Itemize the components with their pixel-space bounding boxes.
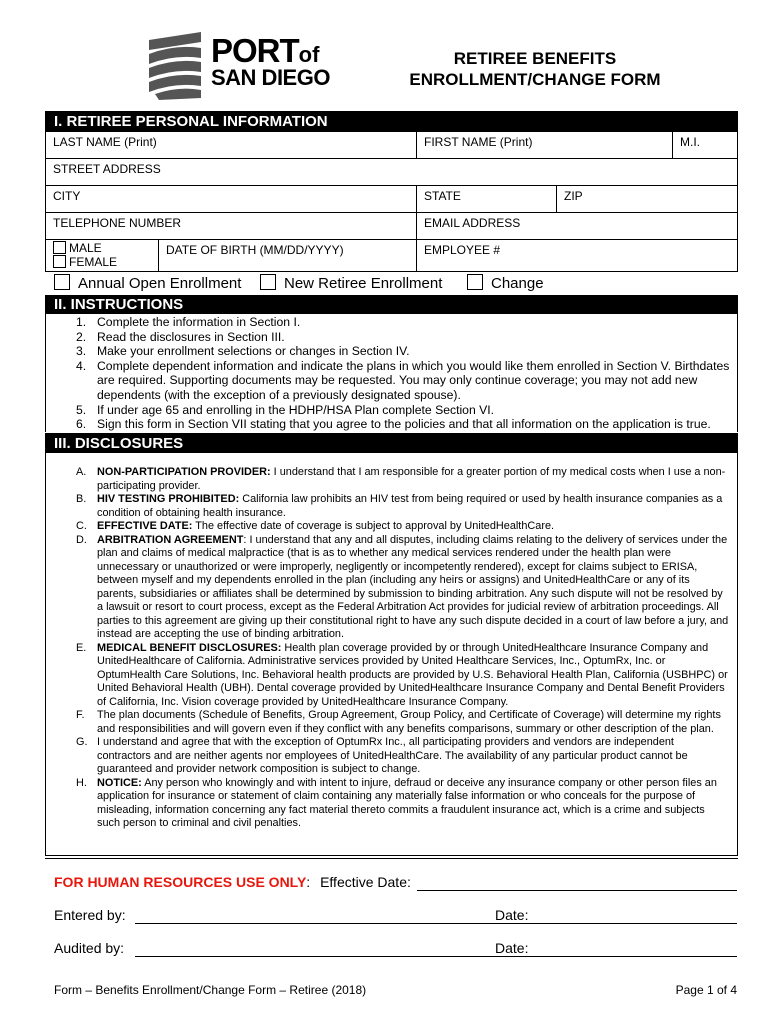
change-label: Change bbox=[491, 275, 544, 292]
male-option[interactable] bbox=[53, 241, 151, 255]
audited-by-label: Audited by: bbox=[54, 940, 125, 956]
male-checkbox[interactable] bbox=[53, 241, 66, 254]
list-item: 2. Read the disclosures in Section III. bbox=[76, 329, 285, 344]
form-title-line1: RETIREE BENEFITS bbox=[453, 49, 617, 68]
zip-field[interactable] bbox=[556, 186, 737, 212]
audited-date-field[interactable] bbox=[495, 956, 737, 957]
email-label: EMAIL ADDRESS bbox=[424, 216, 521, 230]
new-retiree-enrollment-checkbox[interactable] bbox=[260, 274, 276, 290]
audited-date-label: Date: bbox=[495, 940, 529, 956]
logo-wave-icon bbox=[145, 30, 205, 100]
audited-by-field[interactable] bbox=[135, 956, 495, 957]
middle-initial-label: M.I. bbox=[680, 135, 700, 149]
annual-open-enrollment-checkbox[interactable] bbox=[54, 274, 70, 290]
telephone-label: TELEPHONE NUMBER bbox=[53, 216, 182, 230]
hr-use-only-label: FOR HUMAN RESOURCES USE ONLY bbox=[54, 874, 307, 890]
section-retiree-personal-information bbox=[45, 111, 738, 272]
list-item: D. ARBITRATION AGREEMENT: I understand that any and all disputes, including claims relating to the delivery of services under the plan and claims of medical malpractice (that is as to whether any medical services rendered under the health plan were unnecessary or unauthorized or were improperly, negligently or incompetently rendered), except for claims subject to ERISA, between myself and my dependents enrolled in the plan (including any heirs or assigns) and UnitedHealthCare or any of its parents, subsidiaries or affiliates shall be determined by submission to binding arbitration. Any such dispute will not be resolved by a lawsuit or resort to court process, except as the Federal Arbitration Act provides for judicial review of arbitration proceedings. All parties to this agreement are giving up their constitutional right to have any such dispute decided in a court of law before a jury, and instead are accepting the use of binding arbitration. bbox=[76, 533, 729, 640]
annual-open-enrollment-label: Annual Open Enrollment bbox=[78, 275, 242, 292]
city-label: CITY bbox=[53, 189, 81, 203]
list-item: 4. Complete dependent information and indicate the plans in which you would like them enrolled in Section V. Birthdates are required. Supporting documents may be requested. You may only continue coverage; you may not add new dependents (with the exception of a previously designated spouse). bbox=[76, 358, 730, 402]
list-item: B. HIV TESTING PROHIBITED: California law prohibits an HIV test from being required or used by health insurance companies as a condition of obtaining health insurance. bbox=[76, 493, 723, 519]
street-address-label: STREET ADDRESS bbox=[53, 162, 161, 176]
state-label: STATE bbox=[424, 189, 461, 203]
state-field[interactable] bbox=[416, 186, 556, 212]
middle-initial-field[interactable] bbox=[672, 132, 737, 158]
change-checkbox[interactable] bbox=[467, 274, 483, 290]
first-name-label: FIRST NAME (Print) bbox=[424, 135, 533, 149]
email-field[interactable] bbox=[416, 213, 737, 239]
footer-form-name: Form – Benefits Enrollment/Change Form – Retiree (2018) bbox=[54, 983, 367, 997]
section-heading: III. DISCLOSURES bbox=[46, 434, 737, 453]
first-name-field[interactable] bbox=[416, 132, 672, 158]
entered-date-field[interactable] bbox=[495, 923, 737, 924]
employee-number-label: EMPLOYEE # bbox=[424, 243, 501, 257]
section-heading: I. RETIREE PERSONAL INFORMATION bbox=[46, 112, 737, 131]
hr-use-only-section bbox=[45, 858, 738, 971]
city-field[interactable] bbox=[46, 186, 416, 212]
instructions-list bbox=[46, 314, 737, 432]
list-item: C. EFFECTIVE DATE: The effective date of coverage is subject to approval by UnitedHealthCare. bbox=[76, 520, 555, 532]
port-of-san-diego-logo bbox=[145, 30, 345, 102]
gender-group bbox=[46, 240, 158, 271]
effective-date-field[interactable] bbox=[417, 890, 737, 891]
enrollment-type-options bbox=[45, 272, 738, 294]
female-label: FEMALE bbox=[69, 255, 118, 269]
list-item: A. NON-PARTICIPATION PROVIDER: I understand that I am responsible for a greater portion of my medical costs when I use a non-participating provider. bbox=[76, 466, 726, 492]
footer-page-number: Page 1 of 4 bbox=[675, 983, 737, 997]
new-retiree-enrollment-label: New Retiree Enrollment bbox=[284, 275, 443, 292]
male-label: MALE bbox=[69, 241, 102, 255]
last-name-field[interactable] bbox=[46, 132, 416, 158]
change-option[interactable] bbox=[467, 274, 544, 292]
last-name-label: LAST NAME (Print) bbox=[53, 135, 157, 149]
section-heading: II. INSTRUCTIONS bbox=[46, 295, 737, 314]
telephone-field[interactable] bbox=[46, 213, 416, 239]
section-disclosures bbox=[45, 433, 738, 856]
entered-by-label: Entered by: bbox=[54, 907, 126, 923]
list-item: F. The plan documents (Schedule of Benefits, Group Agreement, Group Policy, and Certificate of Coverage) will determine my rights and responsibilities and will govern even if they conflict with any benefits comparisons, summary or other description of the plan. bbox=[76, 709, 721, 735]
list-item: 3. Make your enrollment selections or changes in Section IV. bbox=[76, 344, 410, 359]
list-item: E. MEDICAL BENEFIT DISCLOSURES: Health plan coverage provided by or through UnitedHealthcare Insurance Company and UnitedHealthcare of California. Administrative services provided by United Healthcare Services, Inc., OptumRx, Inc. or OptumHealth Care Solutions, Inc. Behavioral health products are provided by U.S. Behavioral Health Plan, California (USBHPC) or United Behavioral Health (UBH). Dental coverage provided by UnitedHealthcare Insurance Company and Dental Benefit Providers of California, Inc. Vision coverage provided by UnitedHealthcare Insurance Company. bbox=[76, 641, 728, 708]
list-item: H. NOTICE: Any person who knowingly and with intent to injure, defraud or deceive any insurance company or other person files an application for insurance or statement of claim containing any materially false information or who conceals for the purpose of misleading, information concerning any fact material thereto commits a fraudulent insurance act, which is a crime and subjects such person to criminal and civil penalties. bbox=[76, 776, 717, 829]
section-instructions bbox=[45, 295, 738, 432]
list-item: G. I understand and agree that with the exception of OptumRx Inc., all participating providers and vendors are independent contractors and are neither agents nor employees of UnitedHealthCare. The availability of any particular product cannot be guaranteed and provider network composition is subject to change. bbox=[76, 736, 688, 775]
list-item: 5. If under age 65 and enrolling in the HDHP/HSA Plan complete Section VI. bbox=[76, 402, 495, 417]
street-address-field[interactable] bbox=[46, 159, 737, 185]
page-header bbox=[0, 0, 770, 110]
entered-by-field[interactable] bbox=[135, 923, 495, 924]
logo-text-port: PORTof bbox=[211, 32, 320, 69]
female-checkbox[interactable] bbox=[53, 255, 66, 268]
effective-date-label: Effective Date: bbox=[320, 874, 411, 890]
employee-number-field[interactable] bbox=[416, 240, 737, 271]
date-of-birth-field[interactable] bbox=[158, 240, 416, 271]
hr-effective-date-line: FOR HUMAN RESOURCES USE ONLY: Effective Date: bbox=[54, 874, 411, 890]
form-title bbox=[385, 48, 685, 90]
disclosures-list bbox=[46, 453, 737, 831]
zip-label: ZIP bbox=[564, 189, 583, 203]
new-retiree-enrollment-option[interactable] bbox=[260, 274, 442, 292]
date-of-birth-label: DATE OF BIRTH (MM/DD/YYYY) bbox=[166, 243, 344, 257]
female-option[interactable] bbox=[53, 255, 151, 269]
form-title-line2: ENROLLMENT/CHANGE FORM bbox=[409, 70, 661, 89]
entered-date-label: Date: bbox=[495, 907, 529, 923]
logo-text-san-diego: SAN DIEGO bbox=[211, 65, 330, 90]
annual-open-enrollment-option[interactable] bbox=[54, 274, 241, 292]
list-item: 1. Complete the information in Section I. bbox=[76, 315, 301, 329]
list-item: 6. Sign this form in Section VII stating that you agree to the policies and that all information on the application is true. bbox=[76, 417, 711, 432]
